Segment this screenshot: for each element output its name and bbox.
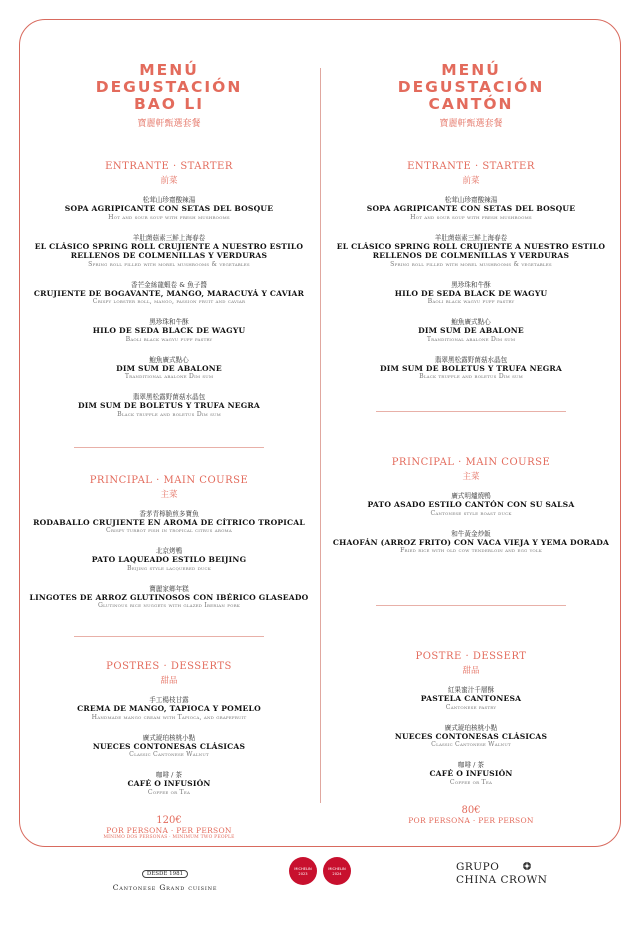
- group-logo: [456, 861, 547, 887]
- price-block: [326, 805, 616, 825]
- dish-name-es: PATO ASADO ESTILO CANTÓN CON SU SALSA: [367, 500, 575, 509]
- dish-item: [24, 769, 314, 797]
- dish-name-en: Hot and sour soup with fresh mushrooms: [108, 213, 230, 221]
- dish-name-es: SOPA AGRIPICANTE CON SETAS DEL BOSQUE: [64, 204, 274, 213]
- dish-item: [24, 279, 314, 307]
- section-dessert: [326, 651, 616, 787]
- dish-item: [24, 391, 314, 419]
- dish-name-cn: 香芒金絲龍蝦卷 & 魚子醬: [131, 280, 207, 289]
- michelin-badge-year: 2024: [332, 871, 342, 876]
- dish-name-cn: 廣式琥珀核桃小點: [444, 723, 498, 732]
- group-logo-line2: CHINA CROWN: [456, 874, 548, 886]
- dish-name-en: Classic Cantonese Walnut: [129, 751, 209, 758]
- dish-item: [326, 528, 616, 556]
- dish-name-es: CAFÉ O INFUSIÓN: [127, 779, 211, 788]
- dish-name-es: CRUJIENTE DE BOGAVANTE, MANGO, MARACUYÁ Y CAVIAR: [33, 288, 305, 298]
- section-separator: [74, 447, 264, 448]
- dish-name-en: Black truffle and boletus Dim sum: [117, 410, 221, 418]
- dish-item: [326, 279, 616, 307]
- group-logo-line1: GRUPO: [456, 861, 500, 873]
- section-starter: [326, 161, 616, 381]
- dish-item: [24, 508, 314, 536]
- section-heading-cn: 前菜: [462, 176, 480, 186]
- dish-name-es: PATO LAQUEADO ESTILO BEIJING: [91, 555, 247, 564]
- dish-name-en: Beijing style lacquered duck: [127, 564, 211, 572]
- michelin-badge-2023: [289, 857, 317, 885]
- section-heading-cn: 主菜: [160, 489, 178, 500]
- dish-name-cn: 鮑魚廣式點心: [451, 318, 491, 326]
- dish-name-es: CHAOFÁN (ARROZ FRITO) CON VACA VIEJA Y YEMA DORADA: [332, 537, 610, 547]
- column-divider: [320, 68, 321, 803]
- dish-name-en: Glutinous rice nuggets with glazed Iberian pork: [97, 602, 240, 609]
- menu-title-line2: DEGUSTACIÓN: [397, 78, 545, 96]
- dish-item: [326, 722, 616, 750]
- dish-name-cn: 翡翠黑松露野菌菇水晶包: [434, 355, 508, 364]
- dish-name-en: Hot and sour soup with fresh mushrooms: [410, 213, 532, 221]
- dish-item: [326, 316, 616, 344]
- dish-name-es: HILO DE SEDA BLACK DE WAGYU: [394, 288, 548, 298]
- dish-name-cn: 松茸山珍齋酸辣湯: [142, 196, 196, 204]
- dish-name-es: DIM SUM DE BOLETUS Y TRUFA NEGRA: [77, 401, 260, 410]
- dish-name-cn: 廣式琥珀核桃小點: [142, 733, 196, 742]
- dish-name-en: Spring roll filled with morel mushrooms & vegetables: [88, 260, 250, 268]
- dish-name-en: Cantonese pastry: [445, 703, 497, 711]
- section-dessert: [24, 661, 314, 797]
- price-per-person: POR PERSONA · PER PERSON: [106, 825, 232, 835]
- dish-name-cn: 寶麗家鄉年糕: [149, 584, 189, 593]
- section-heading: ENTRANTE · STARTER: [407, 161, 535, 172]
- dish-item: [24, 694, 314, 722]
- price-block: [24, 815, 314, 840]
- dish-name-es: DIM SUM DE BOLETUS Y TRUFA NEGRA: [379, 363, 562, 373]
- menu-canton: [326, 62, 616, 825]
- dish-name-es: NUECES CONTONESAS CLÁSICAS: [394, 731, 548, 741]
- michelin-badge-label: MICHELIN: [294, 867, 312, 871]
- dish-name-cn: 翡翠黑松露野菌菇水晶包: [132, 393, 206, 401]
- dish-name-cn: 廣式明爐燒鴨: [451, 492, 491, 500]
- dish-name-es: HILO DE SEDA BLACK DE WAGYU: [92, 326, 246, 335]
- price-minimum-note: MÍNIMO DOS PERSONAS · MINIMUM TWO PEOPLE: [103, 834, 235, 840]
- michelin-badge-year: 2023: [298, 871, 308, 876]
- section-heading: PRINCIPAL · MAIN COURSE: [89, 474, 249, 486]
- dish-name-es-line2: RELLENOS DE COLMENILLAS Y VERDURAS: [372, 251, 570, 260]
- menu-title-cn: 寶麗軒甄選套餐: [439, 119, 503, 129]
- dish-name-cn: 和牛黃金炒飯: [451, 529, 491, 538]
- section-heading: POSTRE · DESSERT: [415, 651, 527, 662]
- dish-name-es: DIM SUM DE ABALONE: [116, 363, 222, 373]
- dish-name-es: DIM SUM DE ABALONE: [418, 326, 524, 335]
- dish-name-es: EL CLÁSICO SPRING ROLL CRUJIENTE A NUESTRO ESTILO: [34, 241, 304, 251]
- dish-item: [24, 232, 314, 269]
- menu-title-line2: DEGUSTACIÓN: [95, 78, 243, 96]
- dish-name-en: Fried rice with old cow tenderloin and egg yolk: [400, 547, 542, 554]
- brand-tagline: Cantonese Grand cuisine: [112, 883, 218, 892]
- dish-name-cn: 香茅青檸脆煎多寶魚: [139, 509, 199, 518]
- menu-bao-li: [24, 62, 314, 840]
- dish-name-es: CREMA DE MANGO, TAPIOCA Y POMELO: [77, 704, 261, 713]
- dish-name-es: PASTELA CANTONESA: [420, 694, 522, 703]
- dish-item: [326, 490, 616, 518]
- menu-title-cn: 寶麗軒甄選套餐: [137, 119, 201, 129]
- michelin-badge-label: MICHELIN: [328, 867, 346, 871]
- menu-title-line3: CANTÓN: [428, 95, 514, 113]
- dish-item: [24, 316, 314, 344]
- dish-name-en: Crispy turbot fish in tropical citrus aroma: [106, 527, 232, 534]
- dish-name-en: Black truffle and boletus Dim sum: [419, 373, 523, 380]
- bao-li-logo: [100, 860, 230, 892]
- dish-name-cn: 松茸山珍齋酸辣湯: [444, 196, 498, 204]
- dish-item: [326, 194, 616, 222]
- section-heading: PRINCIPAL · MAIN COURSE: [391, 457, 551, 468]
- section-heading-cn: 甜品: [160, 676, 178, 686]
- dish-item: [24, 354, 314, 382]
- section-starter: [24, 161, 314, 419]
- dish-name-es: EL CLÁSICO SPRING ROLL CRUJIENTE A NUESTRO ESTILO: [336, 241, 606, 251]
- dish-name-en: Tranditional abalone Dim sum: [124, 373, 214, 380]
- menu-title-line1: MENÚ: [139, 61, 199, 79]
- dish-name-es: NUECES CONTONESAS CLÁSICAS: [92, 741, 246, 751]
- dish-item: [326, 232, 616, 269]
- section-separator: [74, 636, 264, 637]
- dish-name-cn: 手工楊枝甘露: [149, 696, 189, 704]
- section-heading: ENTRANTE · STARTER: [105, 161, 233, 172]
- dish-item: [24, 732, 314, 760]
- dish-name-es: SOPA AGRIPICANTE CON SETAS DEL BOSQUE: [366, 204, 576, 213]
- dish-name-en: Tranditional abalone Dim sum: [426, 335, 516, 343]
- dish-name-en: Coffee or Tea: [449, 778, 493, 786]
- dish-name-en: Baoli black wagyu puff pastry: [427, 298, 515, 305]
- price-per-person: POR PERSONA · PER PERSON: [408, 815, 534, 825]
- dish-item: [24, 583, 314, 611]
- section-heading: POSTRES · DESSERTS: [106, 661, 232, 672]
- section-separator: [376, 411, 566, 412]
- dish-name-cn: 黑珍珠和牛酥: [149, 318, 189, 326]
- dish-name-cn: 北京烤鴨: [155, 547, 183, 555]
- dish-name-cn: 鮑魚廣式點心: [149, 355, 189, 364]
- dish-name-cn: 咖啡 / 茶: [457, 761, 485, 769]
- price: 80€: [461, 804, 481, 816]
- section-heading-cn: 前菜: [160, 176, 178, 186]
- since-badge: DESDE 1981: [142, 870, 188, 878]
- dish-name-cn: 咖啡 / 茶: [155, 771, 183, 779]
- dish-name-en: Baoli black wagyu puff pastry: [125, 335, 213, 343]
- dish-name-cn: 羊肚菌菇素三鮮上海春卷: [132, 233, 206, 242]
- dish-item: [24, 194, 314, 222]
- dish-item: [326, 684, 616, 712]
- dish-name-en: Classic Cantonese Walnut: [431, 741, 511, 748]
- dish-item: [326, 354, 616, 382]
- section-separator: [376, 605, 566, 606]
- michelin-badge-2024: [323, 857, 351, 885]
- menu-title-line3: BAO LI: [133, 95, 205, 113]
- section-heading-cn: 主菜: [462, 472, 480, 482]
- dish-name-en: Handmade mango cream with Tapioca, and grapefruit: [91, 713, 247, 721]
- dish-name-en: Spring roll filled with morel mushrooms & vegetables: [390, 260, 552, 268]
- dish-name-es: RODABALLO CRUJIENTE EN AROMA DE CÍTRICO TROPICAL: [33, 517, 305, 527]
- dish-item: [24, 545, 314, 573]
- dish-name-cn: 紅果蜜汁千層酥: [447, 686, 495, 694]
- dish-name-en: Crispy lobster roll, mango, passion fruit and caviar: [92, 298, 246, 305]
- section-heading-cn: 甜品: [462, 666, 480, 676]
- dish-name-cn: 羊肚菌菇素三鮮上海春卷: [434, 233, 508, 242]
- section-main: [24, 475, 314, 611]
- dish-name-es: LINGOTES DE ARROZ GLUTINOSOS CON IBÉRICO GLASEADO: [29, 592, 309, 602]
- dish-name-cn: 黑珍珠和牛酥: [451, 280, 491, 289]
- dish-name-es: CAFÉ O INFUSIÓN: [429, 769, 513, 778]
- section-main: [326, 457, 616, 555]
- dish-name-en: Coffee or Tea: [147, 788, 191, 796]
- dish-item: [326, 759, 616, 787]
- dish-name-en: Cantonese style roast duck: [430, 509, 512, 517]
- dish-name-es-line2: RELLENOS DE COLMENILLAS Y VERDURAS: [70, 251, 268, 260]
- price: 120€: [156, 814, 182, 826]
- menu-title-line1: MENÚ: [441, 61, 501, 79]
- crown-icon: [522, 861, 532, 871]
